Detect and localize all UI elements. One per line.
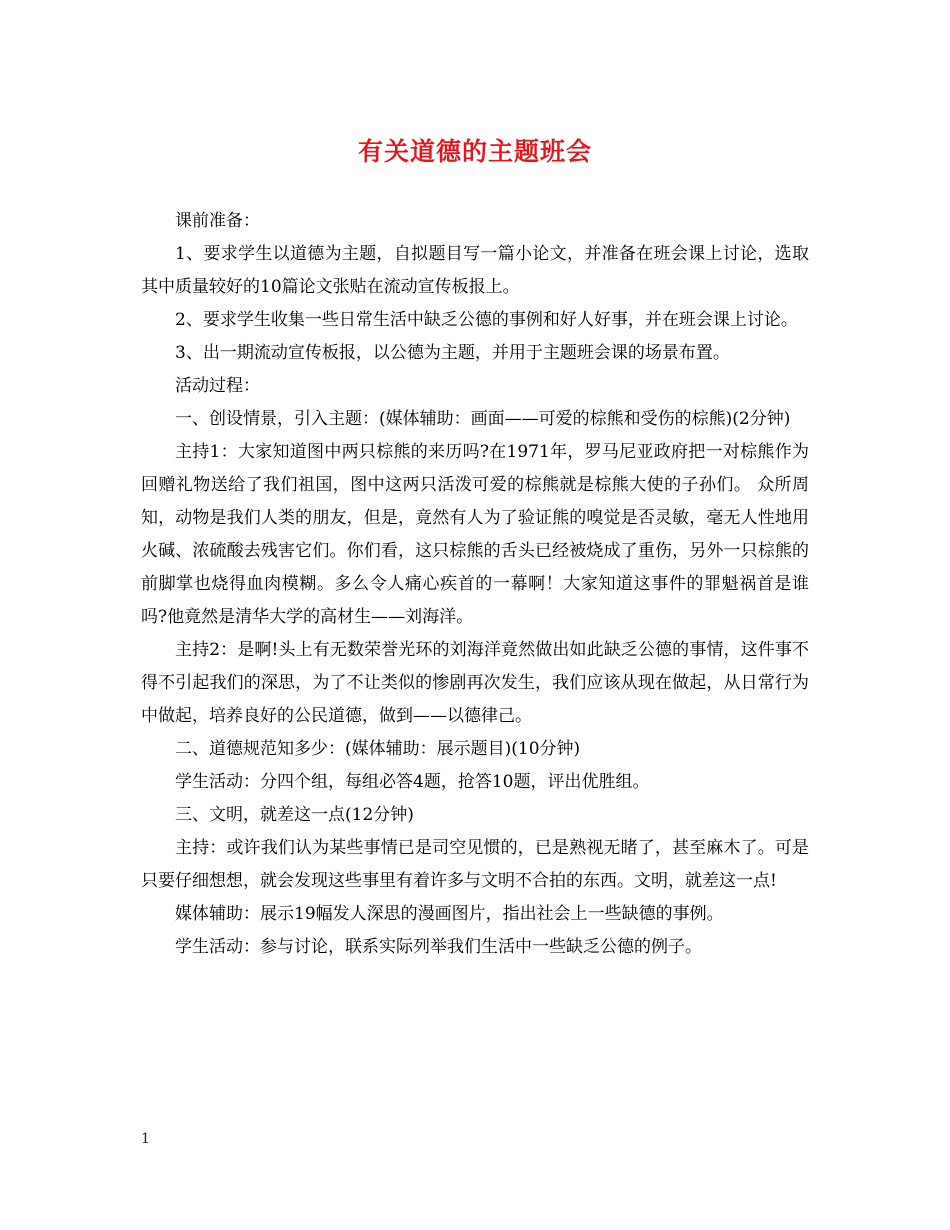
- paragraph-section-1-heading: 一、创设情景，引入主题：(媒体辅助：画面——可爱的棕熊和受伤的棕熊)(2分钟): [175, 409, 791, 429]
- paragraph-prep-item-3: 3、出一期流动宣传板报，以公德为主题，并用于主题班会课的场景布置。: [175, 343, 730, 363]
- document-title: 有关道德的主题班会: [357, 137, 592, 166]
- paragraph-host-1: 主持1：大家知道图中两只棕熊的来历吗?在1971年，罗马尼亚政府把一对棕熊作为回赠礼物送给了我们祖国，图中这两只活泼可爱的棕熊就是棕熊大使的子孙们。 众所周知，动物是我们人类的朋友，但是，竟然有人为了验证熊的嗅觉是否灵敏，毫无人性地用火碱、浓硫酸去残害它们。你们看，这只棕熊的舌头已经被烧成了重伤，另外一只棕熊的前脚掌也烧得血肉模糊。多么令人痛心疾首的一幕啊！大家知道这事件的罪魁祸首是谁吗?他竟然是清华大学的高材生——刘海洋。: [141, 442, 809, 627]
- document-body: [141, 205, 809, 964]
- paragraph-prep-item-2: 2、要求学生收集一些日常生活中缺乏公德的事例和好人好事，并在班会课上讨论。: [175, 310, 798, 330]
- paragraph-section-2-heading: 二、道德规范知多少：(媒体辅助：展示题目)(10分钟): [175, 739, 581, 759]
- paragraph-prep-heading: 课前准备：: [175, 211, 260, 231]
- paragraph-process-heading: 活动过程：: [175, 376, 260, 396]
- paragraph-host-3: 主持：或许我们认为某些事情已是司空见惯的，已是熟视无睹了，甚至麻木了。可是只要仔细想想，就会发现这些事里有着许多与文明不合拍的东西。文明，就差这一点!: [141, 838, 809, 891]
- paragraph-section-3-heading: 三、文明，就差这一点(12分钟): [175, 805, 414, 825]
- page-number: 1: [141, 1131, 150, 1147]
- paragraph-media-support: 媒体辅助：展示19幅发人深思的漫画图片，指出社会上一些缺德的事例。: [175, 904, 724, 924]
- paragraph-student-activity-2: 学生活动：参与讨论，联系实际列举我们生活中一些缺乏公德的例子。: [175, 937, 702, 957]
- paragraph-prep-item-1: 1、要求学生以道德为主题，自拟题目写一篇小论文，并准备在班会课上讨论，选取其中质量较好的10篇论文张贴在流动宣传板报上。: [141, 244, 809, 297]
- paragraph-host-2: 主持2：是啊!头上有无数荣誉光环的刘海洋竟然做出如此缺乏公德的事情，这件事不得不引起我们的深思，为了不让类似的惨剧再次发生，我们应该从现在做起，从日常行为中做起，培养良好的公民道德，做到——以德律己。: [141, 640, 809, 726]
- paragraph-student-activity-1: 学生活动：分四个组，每组必答4题，抢答10题，评出优胜组。: [175, 772, 650, 792]
